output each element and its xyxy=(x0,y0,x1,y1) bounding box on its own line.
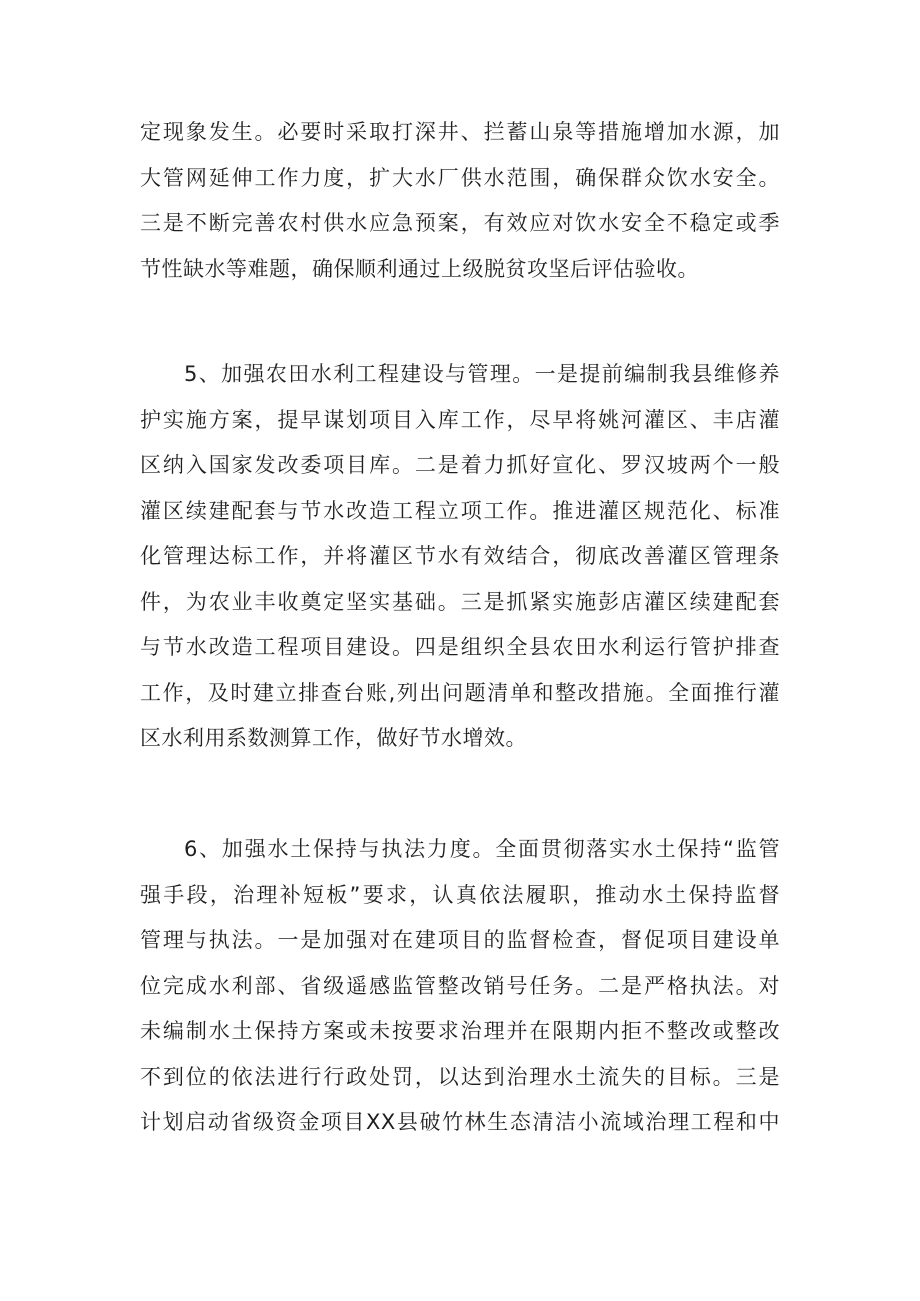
text-line: 位完成水利部、省级遥感监管整改销号任务。二是严格执法。对 xyxy=(140,973,780,998)
text-line: 护实施方案，提早谋划项目入库工作，尽早将姚河灌区、丰店灌 xyxy=(140,407,780,432)
text-line-first: 6、加强水土保持与执法力度。全面贯彻落实水土保持“监管 xyxy=(184,837,780,861)
text-line: 件，为农业丰收奠定坚实基础。三是抓紧实施彭店灌区续建配套 xyxy=(140,589,780,614)
text-line: 工作，及时建立排查台账,列出问题清单和整改措施。全面推行灌 xyxy=(140,680,780,705)
paragraph-continuation xyxy=(140,110,780,292)
text-line: 计划启动省级资金项目XX县破竹林生态清洁小流域治理工程和中 xyxy=(140,1110,780,1134)
text-line: 区纳入国家发改委项目库。二是着力抓好宣化、罗汉坡两个一般 xyxy=(140,453,780,477)
text-line-first: 5、加强农田水利工程建设与管理。一是提前编制我县维修养 xyxy=(184,362,780,386)
text-line: 管理与执法。一是加强对在建项目的监督检查，督促项目建设单 xyxy=(140,928,780,952)
text-line: 强手段，治理补短板”要求，认真依法履职，推动水土保持监督 xyxy=(140,882,780,907)
text-line: 节性缺水等难题，确保顺利通过上级脱贫攻坚后评估验收。 xyxy=(140,256,699,281)
text-line: 定现象发生。必要时采取打深井、拦蓄山泉等措施增加水源，加 xyxy=(140,120,780,144)
text-line: 大管网延伸工作力度，扩大水厂供水范围，确保群众饮水安全。 xyxy=(140,165,780,190)
text-line: 不到位的依法进行行政处罚，以达到治理水土流失的目标。三是 xyxy=(140,1064,780,1089)
text-line: 未编制水土保持方案或未按要求治理并在限期内拒不整改或整改 xyxy=(140,1019,780,1043)
text-line: 灌区续建配套与节水改造工程立项工作。推进灌区规范化、标准 xyxy=(140,498,780,523)
paragraph-item-6 xyxy=(140,827,780,1146)
text-line: 区水利用系数测算工作，做好节水增效。 xyxy=(140,726,527,750)
text-line: 三是不断完善农村供水应急预案，有效应对饮水安全不稳定或季 xyxy=(140,211,780,235)
text-line: 与节水改造工程项目建设。四是组织全县农田水利运行管护排查 xyxy=(140,635,780,659)
text-line: 化管理达标工作，并将灌区节水有效结合，彻底改善灌区管理条 xyxy=(140,544,780,568)
paragraph-item-5 xyxy=(140,352,780,762)
